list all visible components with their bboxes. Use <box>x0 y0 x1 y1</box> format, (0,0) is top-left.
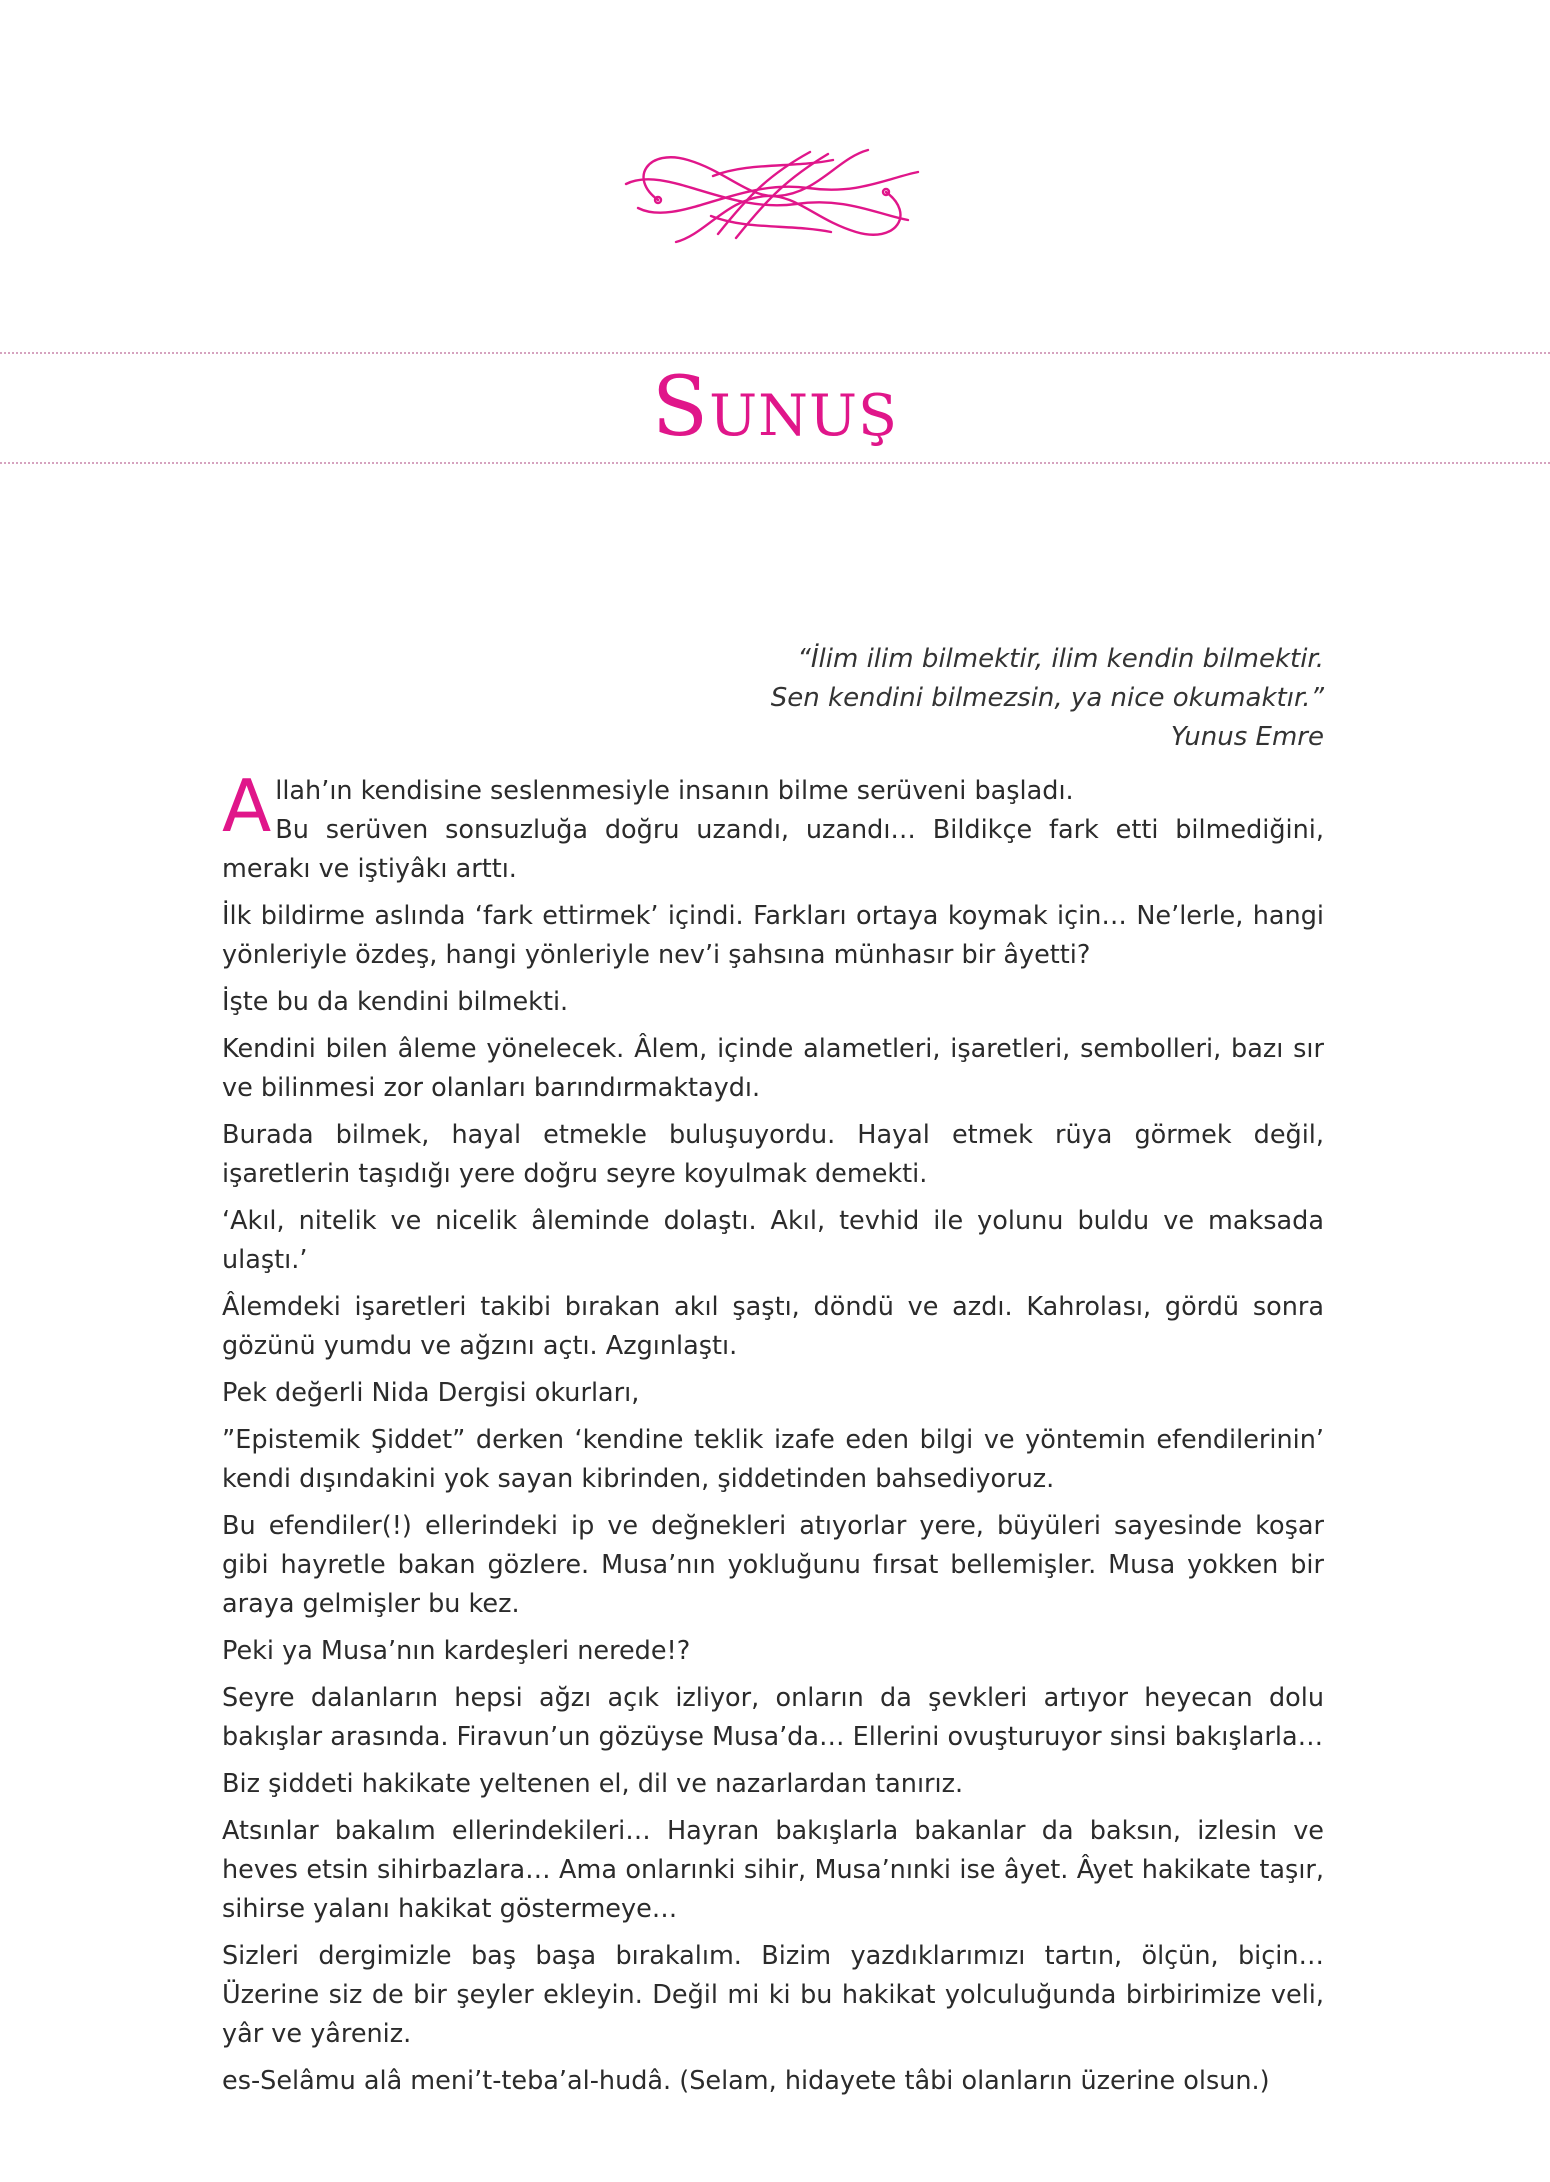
drop-cap: A <box>222 764 272 848</box>
article-paragraph: İşte bu da kendini bilmekti. <box>222 987 569 1017</box>
article-body <box>222 764 1324 2109</box>
epigraph <box>624 640 1324 757</box>
article-paragraph: es-Selâmu alâ meni’t-teba’al-hudâ. (Selam, hidayete tâbi olanların üzerine olsun.) <box>222 2066 1270 2096</box>
epigraph-line-2: Sen kendini bilmezsin, ya nice okumaktır.” <box>770 683 1324 713</box>
article-paragraph: Âlemdeki işaretleri takibi bırakan akıl şaştı, döndü ve azdı. Kahrolası, gördü sonra gözünü yumdu ve ağzını açtı. Azgınlaştı. <box>222 1292 1324 1361</box>
article-paragraph-first <box>222 764 1324 889</box>
page-title: Sunuş <box>651 359 899 455</box>
article-paragraph: Atsınlar bakalım ellerindekileri… Hayran bakışlarla bakanlar da baksın, izlesin ve heves etsin sihirbazlara… Ama onlarınki sihir, Musa’nınki ise âyet. Âyet hakikate taşır, sihirse yalanı hakikat göstermeye… <box>222 1816 1324 1924</box>
title-rule-bottom <box>0 462 1550 464</box>
first-line-text: llah’ın kendisine seslenmesiyle insanın bilme serüveni başladı. <box>275 776 1074 806</box>
article-paragraph: İlk bildirme aslında ‘fark ettirmek’ içindi. Farkları ortaya koymak için… Ne’lerle, hangi yönleriyle özdeş, hangi yönleriyle nev’i şahsına münhasır bir âyetti? <box>222 901 1324 970</box>
article-paragraph: Bu efendiler(!) ellerindeki ip ve değnekleri atıyorlar yere, büyüleri sayesinde koşar gibi hayretle bakan gözlere. Musa’nın yokluğunu fırsat bellemişler. Musa yokken bir araya gelmişler bu kez. <box>222 1511 1324 1619</box>
article-paragraph: ”Epistemik Şiddet” derken ‘kendine teklik izafe eden bilgi ve yöntemin efendilerinin’ kendi dışındakini yok sayan kibrinden, şiddetinden bahsediyoruz. <box>222 1425 1324 1494</box>
article-paragraph: Sizleri dergimizle baş başa bırakalım. Bizim yazdıklarımızı tartın, ölçün, biçin… Üzerine siz de bir şeyler ekleyin. Değil mi ki bu hakikat yolculuğunda birbirimize veli, yâr ve yâreniz. <box>222 1941 1324 2049</box>
flourish-ornament-icon <box>618 138 926 254</box>
first-paragraph-text: Bu serüven sonsuzluğa doğru uzandı, uzandı… Bildikçe fark etti bilmediğini, merakı ve iştiyâkı arttı. <box>222 815 1324 884</box>
epigraph-author: Yunus Emre <box>1170 722 1324 752</box>
article-paragraph: Biz şiddeti hakikate yeltenen el, dil ve nazarlardan tanırız. <box>222 1769 964 1799</box>
article-paragraph: ‘Akıl, nitelik ve nicelik âleminde dolaştı. Akıl, tevhid ile yolunu buldu ve maksada ulaştı.’ <box>222 1206 1324 1275</box>
article-paragraph: Pek değerli Nida Dergisi okurları, <box>222 1378 640 1408</box>
article-paragraph: Seyre dalanların hepsi ağzı açık izliyor, onların da şevkleri artıyor heyecan dolu bakışlar arasında. Firavun’un gözüyse Musa’da… Ellerini ovuşturuyor sinsi bakışlarla… <box>222 1683 1324 1752</box>
article-paragraph: Kendini bilen âleme yönelecek. Âlem, içinde alametleri, işaretleri, sembolleri, bazı sır ve bilinmesi zor olanları barındırmaktaydı. <box>222 1034 1324 1103</box>
article-paragraph: Peki ya Musa’nın kardeşleri nerede!? <box>222 1636 691 1666</box>
epigraph-line-1: “İlim ilim bilmektir, ilim kendin bilmektir. <box>797 644 1324 674</box>
article-paragraph: Burada bilmek, hayal etmekle buluşuyordu. Hayal etmek rüya görmek değil, işaretlerin taşıdığı yere doğru seyre koyulmak demekti. <box>222 1120 1324 1189</box>
